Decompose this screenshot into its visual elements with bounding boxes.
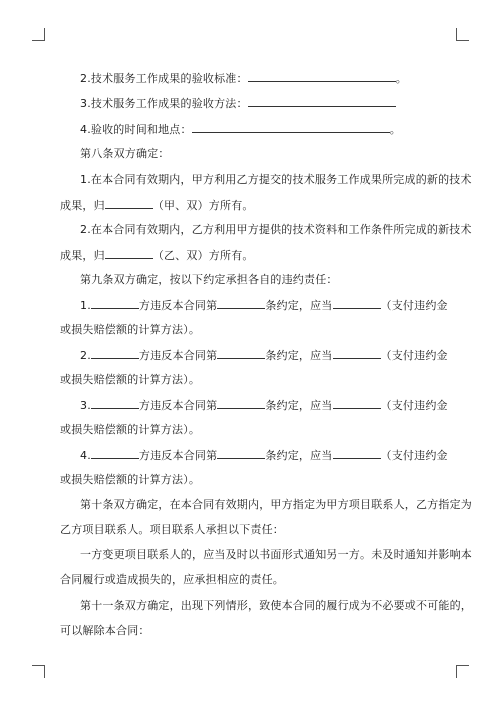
article-9-item-cont: 或损失赔偿额的计算方法）。 <box>60 323 201 336</box>
article-8-title: 第八条双方确定： <box>80 147 170 160</box>
blank-field <box>91 398 139 409</box>
blank-field <box>105 248 153 259</box>
crop-mark-top-right <box>456 28 469 41</box>
clause-accept-time-place: 4.验收的时间和地点： 。 <box>80 123 401 136</box>
blank-field <box>217 448 265 459</box>
blank-field <box>217 298 265 309</box>
blank-field <box>192 122 390 133</box>
blank-field <box>91 348 139 359</box>
blank-field <box>333 448 381 459</box>
article-10-para-line-2: 合同履行或造成损失的，应承担相应的责任。 <box>60 573 284 586</box>
article-9-item: 1. 方违反本合同第 条约定，应当 （支付违约金 <box>80 299 448 312</box>
crop-mark-bottom-left <box>32 665 45 678</box>
article-8-item-2: 2.在本合同有效期内，乙方利用甲方提供的技术资料和工作条件所完成的新技术 <box>80 223 472 236</box>
blank-field <box>333 298 381 309</box>
article-9-item: 3. 方违反本合同第 条约定，应当 （支付违约金 <box>80 399 448 412</box>
article-9-item-cont: 或损失赔偿额的计算方法）。 <box>60 423 201 436</box>
article-9-item: 2. 方违反本合同第 条约定，应当 （支付违约金 <box>80 349 448 362</box>
blank-field <box>91 298 139 309</box>
article-9-item: 4. 方违反本合同第 条约定，应当 （支付违约金 <box>80 449 448 462</box>
article-9-title: 第九条双方确定，按以下约定承担各自的违约责任： <box>80 273 338 286</box>
article-9-item-cont: 或损失赔偿额的计算方法）。 <box>60 473 201 486</box>
crop-mark-bottom-right <box>456 665 469 678</box>
article-8-item-2-cont: 成果，归 （乙、双）方所有。 <box>60 249 254 262</box>
article-10-line-1: 第十条双方确定，在本合同有效期内，甲方指定为甲方项目联系人，乙方指定为 <box>80 498 472 511</box>
article-10-para-line-1: 一方变更项目联系人的，应当及时以书面形式通知另一方。未及时通知并影响本 <box>80 548 472 561</box>
blank-field <box>105 198 153 209</box>
blank-field <box>333 398 381 409</box>
article-10-line-2: 乙方项目联系人。项目联系人承担以下责任： <box>60 523 284 536</box>
blank-field <box>248 96 396 107</box>
clause-accept-method: 3.技术服务工作成果的验收方法： <box>80 96 470 111</box>
article-8-item-1-cont: 成果，归 （甲、双）方所有。 <box>60 199 254 212</box>
article-11-line-1: 第十一条双方确定，出现下列情形，致使本合同的履行成为不必要或不可能的， <box>80 599 472 612</box>
blank-field <box>248 71 396 82</box>
clause-accept-standard: 2.技术服务工作成果的验收标准： 。 <box>80 72 407 85</box>
crop-mark-top-left <box>32 28 45 41</box>
article-8-item-1: 1.在本合同有效期内，甲方利用乙方提交的技术服务工作成果所完成的新的技术 <box>80 173 472 186</box>
blank-field <box>217 348 265 359</box>
blank-field <box>333 348 381 359</box>
article-11-line-2: 可以解除本合同： <box>60 624 150 637</box>
blank-field <box>91 448 139 459</box>
article-9-item-cont: 或损失赔偿额的计算方法）。 <box>60 373 201 386</box>
blank-field <box>217 398 265 409</box>
